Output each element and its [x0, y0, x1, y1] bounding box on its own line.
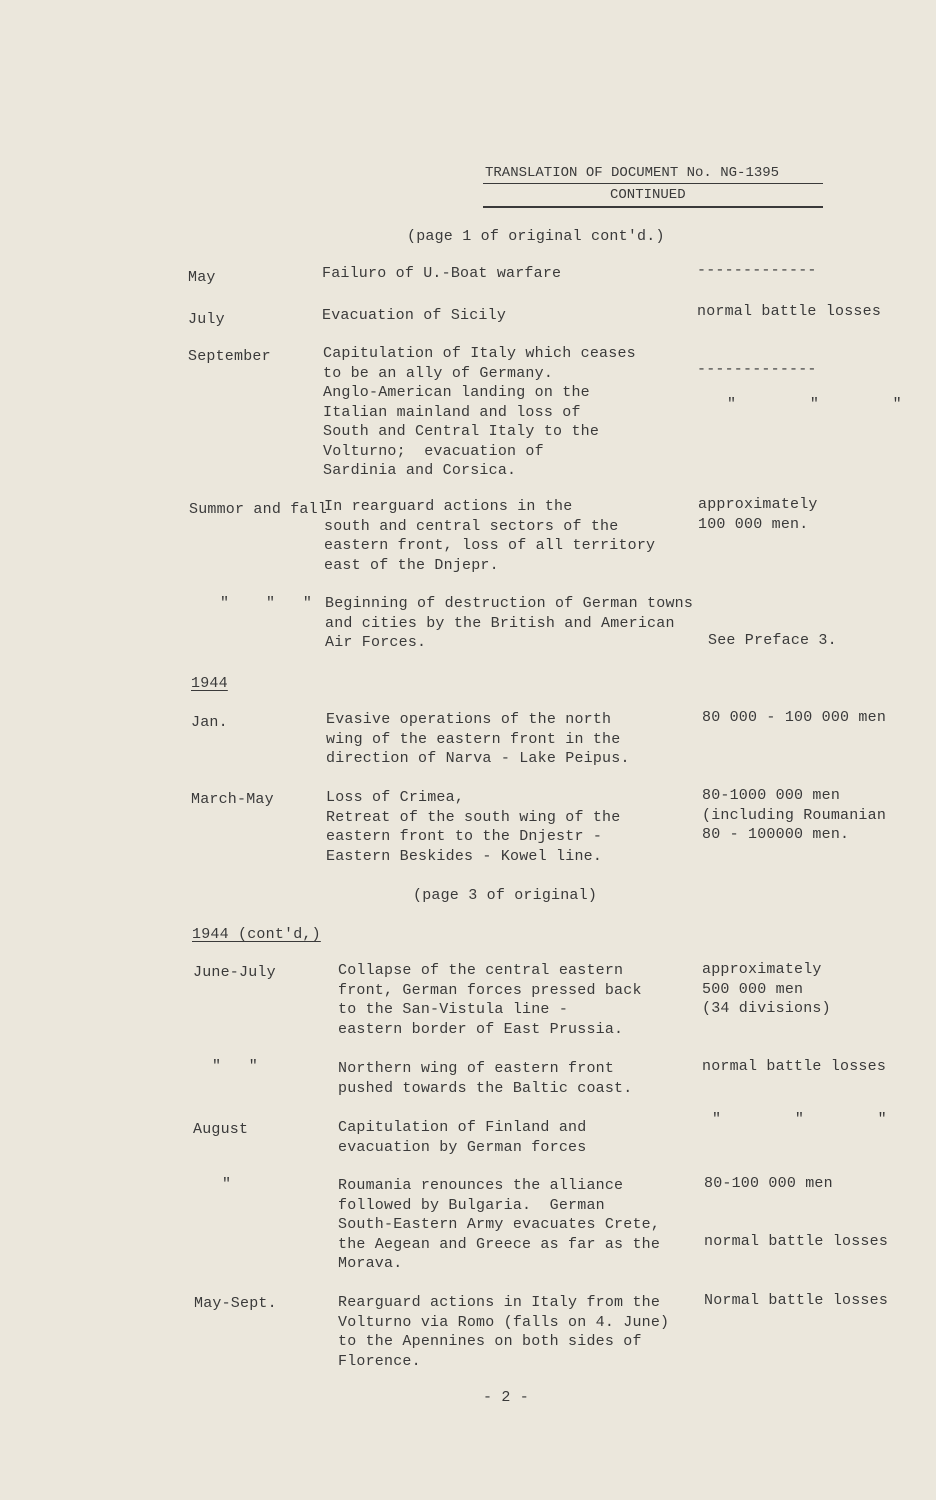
page-number: - 2 -	[483, 1389, 530, 1406]
document-title: TRANSLATION OF DOCUMENT No. NG-1395	[485, 165, 780, 181]
row-date: " " "	[220, 595, 313, 612]
row-date: March-May	[191, 791, 274, 808]
row-loss: -------------	[697, 361, 817, 378]
row-loss: " " "	[712, 1111, 887, 1128]
row-loss: 80-1000 000 men (including Roumanian 80 - 100000 men.	[702, 787, 887, 843]
row-date: Jan.	[191, 714, 228, 731]
row-event: Capitulation of Italy which ceases to be an ally of Germany. Anglo-American landing on the Italian mainland and loss of South and Central Italy to the Volturno; evacuation of Sardinia and Corsica.	[323, 345, 636, 479]
row-date: May-Sept.	[194, 1295, 277, 1312]
row-date: June-July	[193, 964, 276, 981]
row-loss-second: normal battle losses	[704, 1233, 889, 1250]
page-note: (page 1 of original cont'd.)	[407, 228, 665, 245]
row-event: In rearguard actions in the south and central sectors of the eastern front, loss of all territory east of the Dnjepr.	[324, 498, 656, 574]
row-event: Collapse of the central eastern front, German forces pressed back to the San-Vistula line - eastern border of East Prussia.	[338, 962, 642, 1038]
row-date: August	[193, 1121, 249, 1138]
row-loss: 80 000 - 100 000 men	[702, 709, 887, 726]
year-heading: 1944	[191, 675, 228, 692]
page-note: (page 3 of original)	[413, 887, 598, 904]
row-loss: Normal battle losses	[704, 1292, 889, 1309]
row-event: Loss of Crimea, Retreat of the south wing of the eastern front to the Dnjestr - Eastern Beskides - Kowel line.	[326, 789, 621, 865]
row-date: "	[222, 1176, 232, 1193]
row-event: Capitulation of Finland and evacuation by German forces	[338, 1119, 587, 1156]
row-event: Failuro of U.-Boat warfare	[322, 265, 562, 282]
row-event: Evasive operations of the north wing of the eastern front in the direction of Narva - Lake Peipus.	[326, 711, 630, 767]
row-date: Summor and fall	[189, 501, 328, 518]
row-date: September	[188, 348, 271, 365]
title-rule-top	[483, 183, 823, 184]
row-event: Evacuation of Sicily	[322, 307, 507, 324]
year-heading: 1944 (cont'd,)	[192, 926, 321, 943]
row-event: Roumania renounces the alliance followed by Bulgaria. German South-Eastern Army evacuates Crete, the Aegean and Greece as far as the Morava.	[338, 1177, 661, 1272]
row-loss: approximately 500 000 men (34 divisions)	[702, 961, 831, 1017]
row-loss: -------------	[697, 262, 817, 279]
row-loss: normal battle losses	[702, 1058, 887, 1075]
document-subtitle: CONTINUED	[610, 187, 686, 203]
row-date: " "	[212, 1058, 259, 1075]
row-loss: 80-100 000 men	[704, 1175, 833, 1192]
row-event: Beginning of destruction of German towns and cities by the British and American Air Forces.	[325, 595, 694, 651]
row-loss: normal battle losses	[697, 303, 882, 320]
row-loss: See Preface 3.	[708, 632, 837, 649]
row-date: July	[188, 311, 225, 328]
row-event: Northern wing of eastern front pushed towards the Baltic coast.	[338, 1060, 633, 1097]
title-rule-bottom	[483, 206, 823, 208]
row-loss-ditto: " " "	[727, 396, 902, 413]
row-date: May	[188, 269, 216, 286]
row-loss: approximately 100 000 men.	[698, 496, 818, 533]
row-event: Rearguard actions in Italy from the Volturno via Romo (falls on 4. June) to the Apennines on both sides of Florence.	[338, 1294, 670, 1370]
